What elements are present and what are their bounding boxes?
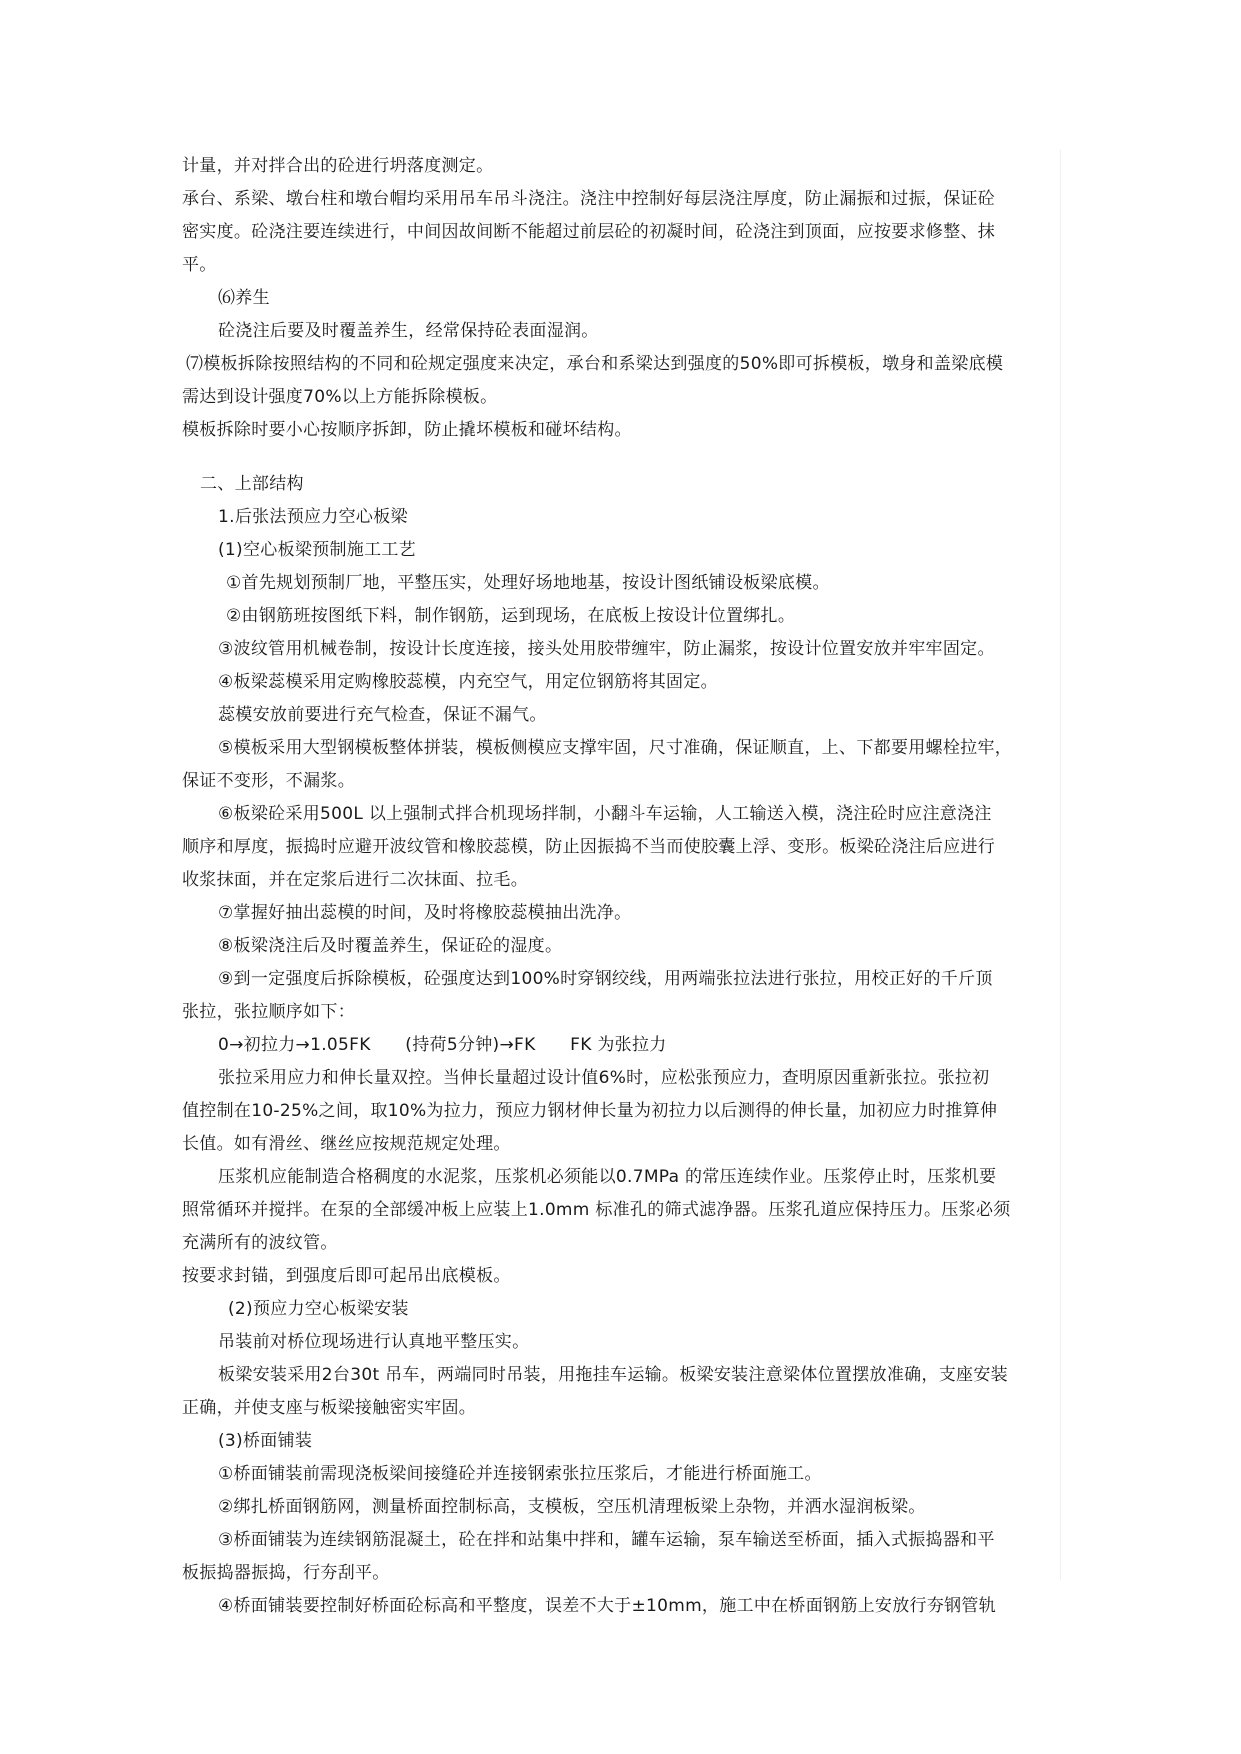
text-line: 承台、系梁、墩台柱和墩台帽均采用吊车吊斗浇注。浇注中控制好每层浇注厚度，防止漏振和过振，保证砼 [182, 189, 996, 209]
text-line: 砼浇注后要及时覆盖养生，经常保持砼表面湿润。 [218, 321, 599, 341]
text-line: ⑹养生 [218, 288, 270, 308]
text-line: 收浆抹面，并在定浆后进行二次抹面、拉毛。 [182, 870, 528, 890]
text-line: 密实度。砼浇注要连续进行，中间因故间断不能超过前层砼的初凝时间，砼浇注到顶面，应按要求修整、抹 [182, 222, 996, 242]
subsection-heading: 1.后张法预应力空心板梁 [218, 507, 408, 527]
text-line: 正确，并使支座与板梁接触密实牢固。 [182, 1398, 477, 1418]
text-line: 模板拆除时要小心按顺序拆卸，防止撬坏模板和碰坏结构。 [182, 420, 632, 440]
text-line: 保证不变形，不漏浆。 [182, 771, 355, 791]
text-line: ⑦掌握好抽出蕊模的时间，及时将橡胶蕊模抽出洗净。 [218, 903, 632, 923]
text-line: 张拉，张拉顺序如下： [182, 1002, 355, 1022]
text-line: ⑨到一定强度后拆除模板，砼强度达到100%时穿钢绞线，用两端张拉法进行张拉，用校正好的千斤顶 [218, 969, 993, 989]
text-line: 蕊模安放前要进行充气检查，保证不漏气。 [218, 705, 547, 725]
text-line: ①桥面铺装前需现浇板梁间接缝砼并连接钢索张拉压浆后，才能进行桥面施工。 [218, 1464, 822, 1484]
subsection-heading: (1)空心板梁预制施工工艺 [218, 540, 416, 560]
text-line: 值控制在10-25%之间，取10%为拉力，预应力钢材伸长量为初拉力以后测得的伸长量，加初应力时推算伸 [182, 1101, 998, 1121]
text-line: 板振捣器振捣，行夯刮平。 [182, 1563, 390, 1583]
text-line: ⑤模板采用大型钢模板整体拼装，模板侧模应支撑牢固，尺寸准确，保证顺直，上、下都要用螺栓拉牢， [218, 738, 1013, 758]
text-line: ⑧板梁浇注后及时覆盖养生，保证砼的湿度。 [218, 936, 563, 956]
section-heading: 二、上部结构 [200, 474, 304, 494]
text-line: ⑺模板拆除按照结构的不同和砼规定强度来决定，承台和系梁达到强度的50%即可拆模板，墩身和盖梁底模 [186, 354, 1004, 374]
text-line: 按要求封锚，到强度后即可起吊出底模板。 [182, 1266, 511, 1286]
text-line: 长值。如有滑丝、继丝应按规范规定处理。 [182, 1134, 511, 1154]
text-line: ④桥面铺装要控制好桥面砼标高和平整度，误差不大于±10mm，施工中在桥面钢筋上安放行夯钢管轨 [218, 1596, 997, 1616]
subsection-heading: (3)桥面铺装 [218, 1431, 313, 1451]
text-line: ⑥板梁砼采用500L 以上强制式拌合机现场拌制，小翻斗车运输，人工输送入模，浇注砼时应注意浇注 [218, 804, 992, 824]
text-line: 吊装前对桥位现场进行认真地平整压实。 [218, 1332, 530, 1352]
text-line: 需达到设计强度70%以上方能拆除模板。 [182, 387, 498, 407]
text-line: 充满所有的波纹管。 [182, 1233, 338, 1253]
text-line: ④板梁蕊模采用定购橡胶蕊模，内充空气，用定位钢筋将其固定。 [218, 672, 718, 692]
text-line: 顺序和厚度，振捣时应避开波纹管和橡胶蕊模，防止因振捣不当而使胶囊上浮、变形。板梁砼浇注后应进行 [182, 837, 996, 857]
text-line: 计量，并对拌合出的砼进行坍落度测定。 [182, 156, 494, 176]
text-line: 板梁安装采用2台30t 吊车，两端同时吊装，用拖挂车运输。板梁安装注意梁体位置摆放准确，支座安装 [218, 1365, 1008, 1385]
formula-line: 0→初拉力→1.05FK (持荷5分钟)→FK FK 为张拉力 [218, 1035, 667, 1055]
text-line: ①首先规划预制厂地，平整压实，处理好场地地基，按设计图纸铺设板梁底模。 [226, 573, 830, 593]
page-edge-shadow [1060, 150, 1061, 1580]
text-line: ③桥面铺装为连续钢筋混凝土，砼在拌和站集中拌和，罐车运输，泵车输送至桥面，插入式振捣器和平 [218, 1530, 995, 1550]
text-line: ③波纹管用机械卷制，按设计长度连接，接头处用胶带缠牢，防止漏浆，按设计位置安放并牢牢固定。 [218, 639, 995, 659]
text-line: 平。 [182, 255, 217, 275]
text-line: 压浆机应能制造合格稠度的水泥浆，压浆机必须能以0.7MPa 的常压连续作业。压浆停止时，压浆机要 [218, 1167, 997, 1187]
text-line: ②由钢筋班按图纸下料，制作钢筋，运到现场，在底板上按设计位置绑扎。 [226, 606, 796, 626]
text-line: 照常循环并搅拌。在泵的全部缓冲板上应装上1.0mm 标准孔的筛式滤净器。压浆孔道应保持压力。压浆必须 [182, 1200, 1011, 1220]
subsection-heading: (2)预应力空心板梁安装 [228, 1299, 409, 1319]
text-line: ②绑扎桥面钢筋网，测量桥面控制标高，支模板，空压机清理板梁上杂物，并洒水湿润板梁。 [218, 1497, 926, 1517]
text-line: 张拉采用应力和伸长量双控。当伸长量超过设计值6%时，应松张预应力，查明原因重新张拉。张拉初 [218, 1068, 990, 1088]
